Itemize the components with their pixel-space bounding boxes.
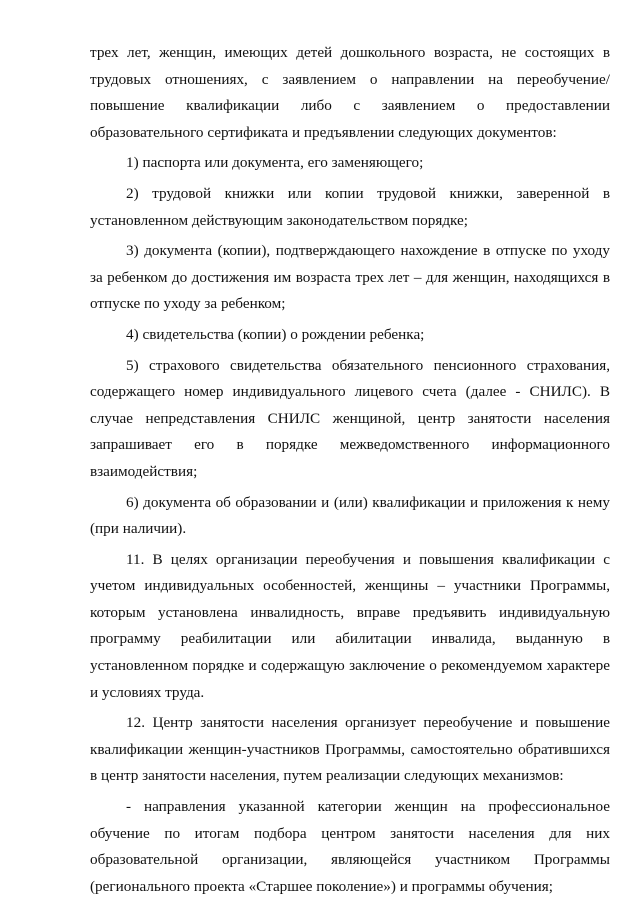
list-item-leave-document: 3) документа (копии), подтверждающего нахождение в отпуске по уходу за ребенком до достижения им возраста трех лет – для женщин, находящихся в отпуске по уходу за ребенком; bbox=[90, 242, 610, 313]
list-item-education-document: 6) документа об образовании и (или) квалификации и приложения к нему (при наличии). bbox=[90, 493, 610, 538]
paragraph-continuation: трех лет, женщин, имеющих детей дошкольного возраста, не состоящих в трудовых отношениях, с заявлением о направлении на переобучение/повышение квалификации либо с заявлением о предоставлении образовательного сертификата и предъявлении следующих документов: bbox=[90, 44, 610, 141]
document-page bbox=[90, 40, 610, 904]
paragraph-clause-11: 11. В целях организации переобучения и повышения квалификации с учетом индивидуальных особенностей, женщины – участники Программы, которым установлена инвалидность, вправе предъявить индивидуальную программу реабилитации или абилитации инвалида, выданную в установленном порядке и содержащую заключение о рекомендуемом характере и условиях труда. bbox=[90, 550, 610, 701]
paragraph-mechanism-item: - направления указанной категории женщин на профессиональное обучение по итогам подбора центром занятости населения для них образовательной организации, являющейся участником Программы (регионального проекта «Старшее поколение») и программы обучения; bbox=[90, 798, 610, 895]
list-item-passport: 1) паспорта или документа, его заменяющего; bbox=[126, 154, 424, 172]
list-item-birth-certificate: 4) свидетельства (копии) о рождении ребенка; bbox=[126, 325, 425, 343]
list-item-work-book: 2) трудовой книжки или копии трудовой книжки, заверенной в установленном действующим законодательством порядке; bbox=[90, 184, 610, 229]
list-item-snils: 5) страхового свидетельства обязательного пенсионного страхования, содержащего номер индивидуального лицевого счета (далее - СНИЛС). В случае непредставления СНИЛС женщиной, центр занятости населения запрашивает его в порядке межведомственного информационного взаимодействия; bbox=[90, 356, 610, 480]
paragraph-clause-12: 12. Центр занятости населения организует переобучение и повышение квалификации женщин-участников Программы, самостоятельно обратившихся в центр занятости населения, путем реализации следующих механизмов: bbox=[90, 714, 610, 785]
